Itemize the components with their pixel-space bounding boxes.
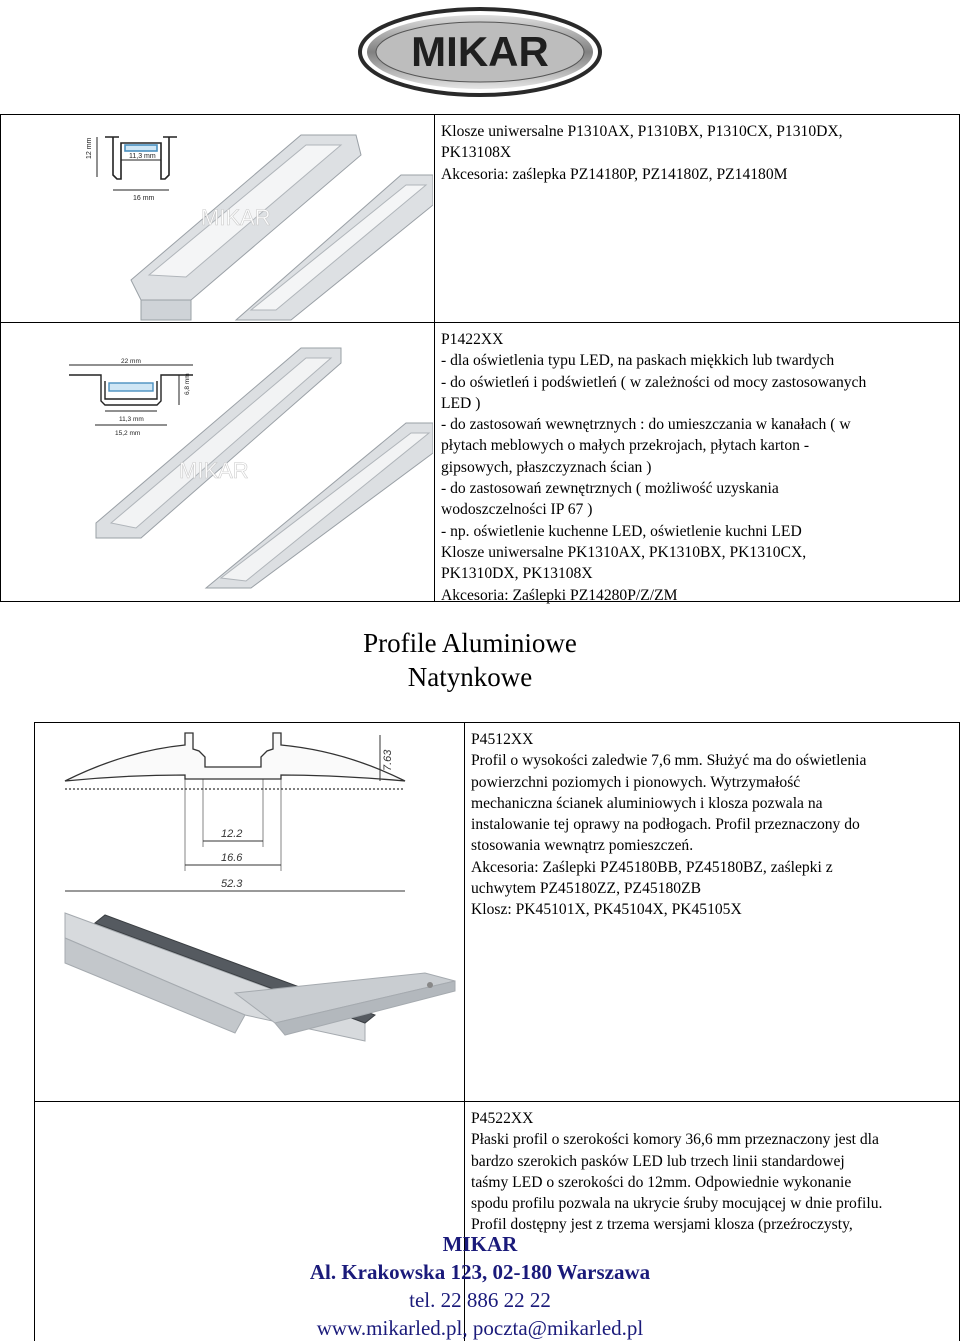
desc-line: mechaniczna ścianek aluminiowych i klosza pozwala na: [471, 794, 823, 812]
desc-line: instalowanie tej oprawy na podłogach. Profil przeznaczony do: [471, 816, 860, 834]
desc-line: powierzchni poziomych i pionowych. Wytrzymałość: [471, 773, 801, 791]
dim-height-label: 6,8 mm: [184, 373, 191, 395]
desc-line: uchwytem PZ45180ZZ, PZ45180ZB: [471, 880, 701, 898]
footer-company: MIKAR: [442, 1232, 518, 1256]
product-image-cell: [1, 115, 435, 322]
desc-line: - np. oświetlenie kuchenne LED, oświetlenie kuchni LED: [441, 522, 802, 540]
section-title: [320, 626, 620, 694]
profile-image-p1310: [1, 115, 433, 322]
dim-bottom-label: 15,2 mm: [115, 430, 141, 437]
product-row-3: [34, 722, 960, 1102]
product-description: [465, 723, 959, 1101]
desc-line: Płaski profil o szerokości komory 36,6 mm przeznaczony jest dla: [471, 1131, 879, 1149]
desc-line: - do zastosowań zewnętrznych ( możliwość uzyskania: [441, 480, 779, 498]
product-description: [435, 323, 959, 604]
dim-top-label: 22 mm: [121, 358, 141, 365]
desc-line: P1422XX: [441, 331, 504, 348]
desc-line: wodoszczelności IP 67 ): [441, 501, 593, 519]
desc-line: P4512XX: [471, 731, 534, 748]
mikar-logo: [357, 6, 603, 98]
dim-b-label: 16.6: [221, 852, 243, 864]
dim-height-label: 12 mm: [86, 137, 93, 159]
logo-text: MIKAR: [411, 28, 549, 75]
desc-line: - dla oświetlenia typu LED, na paskach miękkich lub twardych: [441, 352, 835, 370]
section-title-line1: Profile Aluminiowe: [363, 628, 577, 658]
dim-c-label: 52.3: [221, 878, 243, 890]
desc-line: gipsowych, płaszczyznach ścian ): [441, 458, 652, 476]
dim-height-label: 7.63: [382, 749, 394, 771]
desc-line: P4522XX: [471, 1110, 534, 1127]
dim-inner-label: 11,3 mm: [119, 416, 144, 423]
desc-line: taśmy LED o szerokości do 12mm. Odpowiednie wykonanie: [471, 1173, 852, 1191]
product-image-cell: [35, 723, 465, 1101]
desc-line: stosowania wewnątrz pomieszczeń.: [471, 837, 694, 855]
desc-line: Klosz: PK45101X, PK45104X, PK45105X: [471, 901, 742, 919]
desc-line: Klosze uniwersalne P1310AX, P1310BX, P1310CX, P1310DX,: [441, 123, 843, 140]
footer-address: Al. Krakowska 123, 02-180 Warszawa: [309, 1260, 651, 1284]
desc-line: Klosze uniwersalne PK1310AX, PK1310BX, PK1310CX,: [441, 543, 807, 561]
dim-width-label: 16 mm: [133, 195, 155, 202]
dim-a-label: 12.2: [221, 828, 243, 840]
profile-image-p4512: [35, 723, 463, 1101]
desc-line: płytach meblowych o małych przekrojach, płytach karton -: [441, 437, 810, 455]
desc-line: Profil o wysokości zaledwie 7,6 mm. Służyć ma do oświetlenia: [471, 752, 867, 770]
desc-line: Akcesoria: Zaślepki PZ14280P/Z/ZM: [441, 586, 678, 604]
profile-image-p1422: [1, 323, 433, 601]
section-title-line2: Natynkowe: [407, 662, 533, 692]
desc-line: LED ): [441, 394, 481, 412]
desc-line: bardzo szerokich pasków LED lub trzech linii standardowej: [471, 1152, 845, 1170]
footer-phone: tel. 22 886 22 22: [409, 1288, 551, 1312]
product-image-cell: [1, 323, 435, 601]
desc-line: PK13108X: [441, 144, 512, 162]
dim-inner-label: 11,3 mm: [129, 153, 156, 160]
desc-line: Profil dostępny jest z trzema wersjami klosza (przeźroczysty,: [471, 1216, 853, 1234]
desc-line: - do oświetleń i podświetleń ( w zależności od mocy zastosowanych: [441, 373, 867, 391]
desc-line: - do zastosowań wewnętrznych : do umieszczania w kanałach ( w: [441, 416, 851, 434]
desc-line: Akcesoria: Zaślepki PZ45180BB, PZ45180BZ, zaślepki z: [471, 858, 833, 876]
footer-web[interactable]: www.mikarled.pl, poczta@mikarled.pl: [316, 1316, 644, 1340]
watermark: MIKAR: [201, 205, 271, 230]
product-description: [435, 115, 959, 322]
footer: [230, 1230, 730, 1342]
product-row-2: [0, 322, 960, 602]
product-row-1: [0, 114, 960, 323]
desc-line: PK1310DX, PK13108X: [441, 565, 593, 583]
desc-line: spodu profilu pozwala na ukrycie śruby mocującej w dnie profilu.: [471, 1195, 883, 1213]
desc-line: Akcesoria: zaślepka PZ14180P, PZ14180Z, PZ14180M: [441, 165, 788, 183]
watermark: MIKAR: [179, 458, 249, 483]
